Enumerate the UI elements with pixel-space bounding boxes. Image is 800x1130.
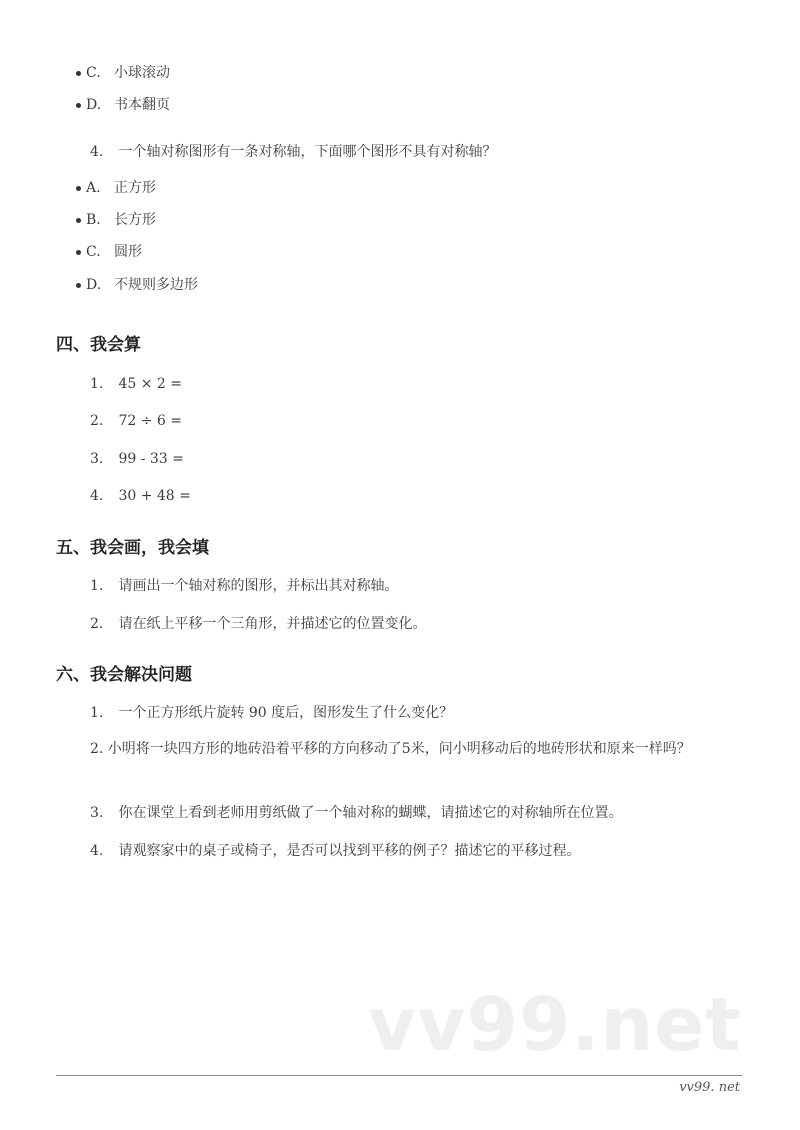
item-text: 72 ÷ 6 =: [118, 413, 182, 429]
option-text: 圆形: [114, 244, 142, 260]
item-text: 30 + 48 =: [118, 488, 191, 504]
bullet-icon: [76, 186, 81, 191]
bullet-icon: [76, 250, 81, 255]
section-heading: 四、我会算: [56, 335, 141, 355]
option-letter: A.: [86, 180, 101, 196]
watermark: vv99.net: [368, 982, 742, 1068]
option-item: [76, 211, 156, 229]
calc-item: [90, 487, 191, 505]
item-text: 请画出一个轴对称的图形，并标出其对称轴。: [118, 578, 399, 594]
question-item: [90, 842, 580, 860]
option-letter: C.: [86, 244, 101, 260]
item-text: 你在课堂上看到老师用剪纸做了一个轴对称的蝴蝶，请描述它的对称轴所在位置。: [118, 805, 623, 821]
option-text: 不规则多边形: [114, 277, 198, 293]
question-number: 4.: [90, 144, 104, 160]
item-text: 一个正方形纸片旋转 90 度后，图形发生了什么变化？: [118, 705, 454, 721]
calc-item: [90, 450, 184, 468]
option-item: [76, 179, 156, 197]
item-text: 99 - 33 =: [118, 451, 184, 467]
question-item: [90, 704, 453, 722]
section-heading: 六、我会解决问题: [56, 665, 192, 685]
option-text: 小球滚动: [114, 65, 170, 81]
option-item: [76, 276, 198, 294]
bullet-icon: [76, 283, 81, 288]
question-text: 一个轴对称图形有一条对称轴，下面哪个图形不具有对称轴？: [118, 144, 497, 160]
item-number: 2.: [90, 741, 104, 757]
bullet-icon: [76, 71, 81, 76]
option-text: 书本翻页: [114, 97, 170, 113]
option-text: 正方形: [114, 180, 156, 196]
section-heading: 五、我会画，我会填: [56, 538, 209, 558]
item-text: 小明将一块四方形的地砖沿着平移的方向移动了5米，问小明移动后的地砖形状和原来一样吗？: [103, 741, 691, 757]
question-item: [90, 804, 622, 822]
item-number: 4.: [90, 488, 104, 504]
item-number: 1.: [90, 376, 104, 392]
item-number: 4.: [90, 843, 104, 859]
item-text: 45 × 2 =: [118, 376, 182, 392]
item-number: 1.: [90, 705, 104, 721]
item-number: 2.: [90, 616, 104, 632]
item-number: 2.: [90, 413, 104, 429]
option-letter: D.: [86, 277, 102, 293]
calc-item: [90, 412, 182, 430]
item-text: 请观察家中的桌子或椅子，是否可以找到平移的例子？描述它的平移过程。: [118, 843, 581, 859]
footer-site-label: vv99. net: [679, 1080, 740, 1095]
item-text: 请在纸上平移一个三角形，并描述它的位置变化。: [118, 616, 427, 632]
option-letter: B.: [86, 212, 101, 228]
option-item: [76, 64, 170, 82]
footer-divider: [56, 1075, 742, 1076]
option-item: [76, 96, 170, 114]
bullet-icon: [76, 103, 81, 108]
option-letter: C.: [86, 65, 101, 81]
item-number: 3.: [90, 805, 104, 821]
bullet-icon: [76, 218, 81, 223]
calc-item: [90, 375, 182, 393]
question-item: [90, 577, 398, 595]
question-item: [56, 736, 746, 762]
item-number: 1.: [90, 578, 104, 594]
question-item: [90, 143, 496, 161]
option-item: [76, 243, 142, 261]
option-text: 长方形: [114, 212, 156, 228]
item-number: 3.: [90, 451, 104, 467]
option-letter: D.: [86, 97, 102, 113]
question-item: [90, 615, 426, 633]
